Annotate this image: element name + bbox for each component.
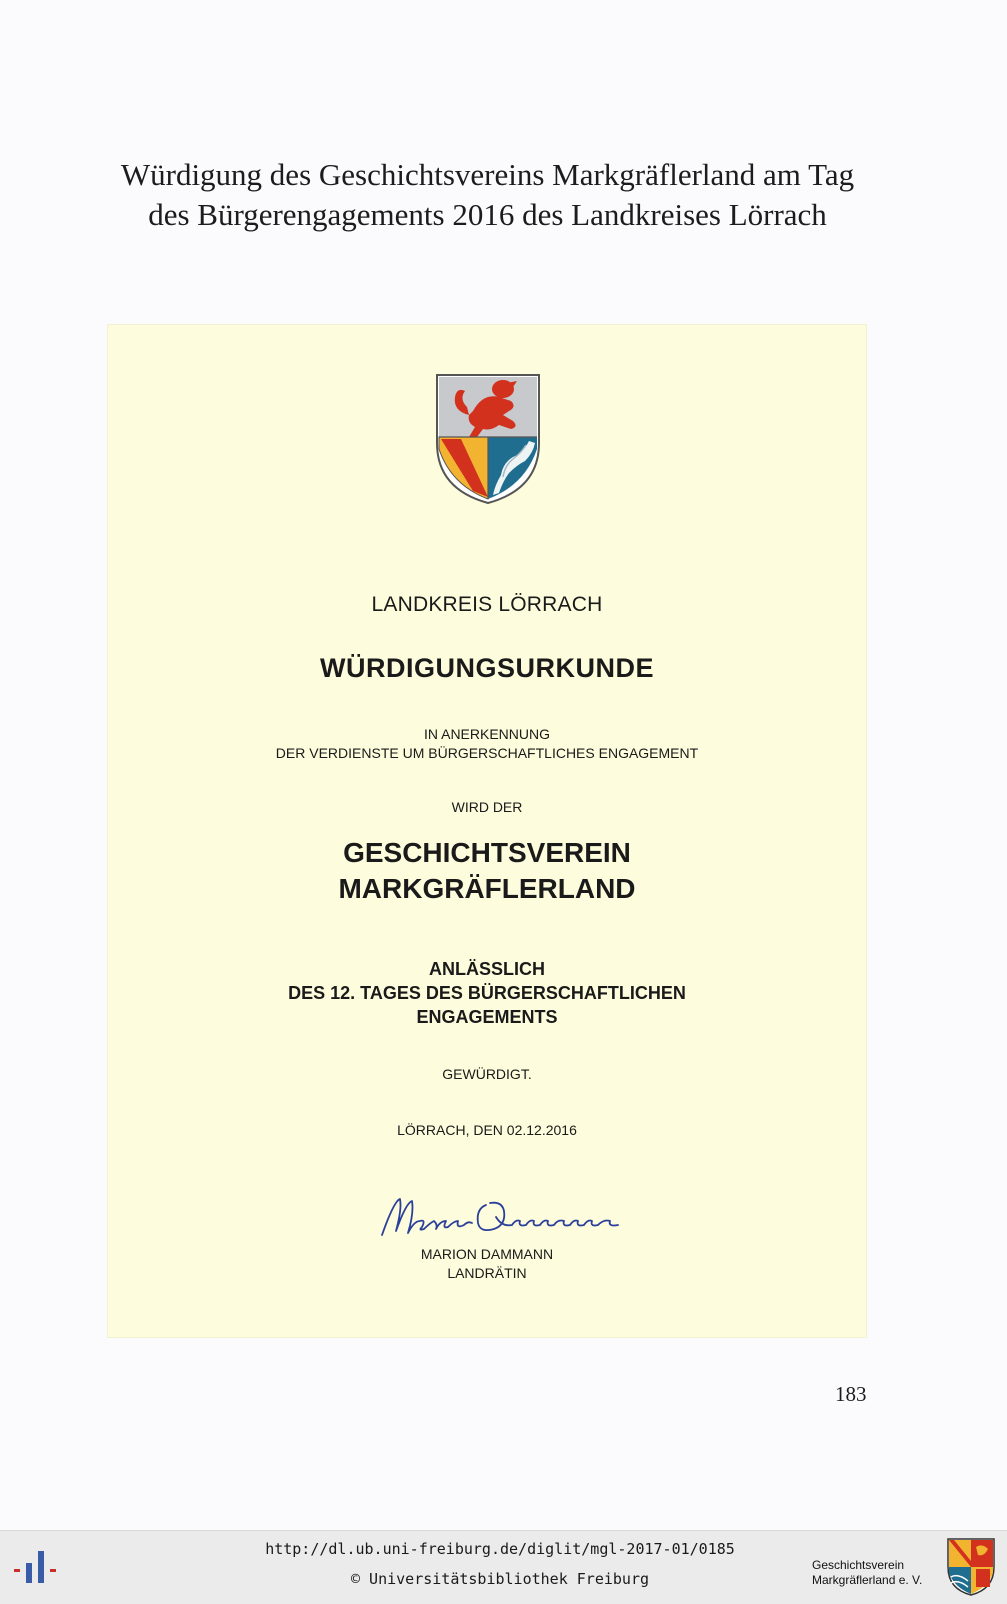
place-date: LÖRRACH, DEN 02.12.2016 [397, 1122, 577, 1138]
occasion-line-2: DES 12. TAGES DES BÜRGERSCHAFTLICHEN [288, 983, 686, 1003]
recognition-line-2: DER VERDIENSTE UM BÜRGERSCHAFTLICHES ENGAGEMENT [275, 745, 699, 761]
footer-copyright: © Universitätsbibliothek Freiburg [350, 1570, 649, 1588]
coat-of-arms-icon [433, 371, 543, 507]
certificate [108, 325, 866, 1337]
signature-icon [378, 1191, 638, 1241]
library-logo-icon [12, 1545, 64, 1589]
page-heading-line-2: des Bürgerengagements 2016 des Landkreises Lörrach [148, 197, 827, 232]
signer-block [108, 1245, 866, 1283]
certificate-title: WÜRDIGUNGSURKUNDE [320, 653, 654, 683]
recognition-line-1: IN ANERKENNUNG [423, 726, 551, 742]
page-number: 183 [835, 1382, 867, 1406]
footer-org-line-2: Markgräflerland e. V. [812, 1573, 923, 1587]
footer-org-line-1: Geschichtsverein [812, 1558, 905, 1572]
recognition-text [108, 725, 866, 763]
signer-role: LANDRÄTIN [447, 1265, 527, 1281]
footer-url-link[interactable]: http://dl.ub.uni-freiburg.de/diglit/mgl-2017-01/0185 [265, 1540, 735, 1558]
occasion-line-1: ANLÄSSLICH [429, 959, 545, 979]
footer-bar [0, 1530, 1007, 1604]
occasion-line-3: ENGAGEMENTS [416, 1007, 558, 1027]
recipient-line-2: MARKGRÄFLERLAND [338, 873, 636, 904]
gewuerdigt-text: GEWÜRDIGT. [442, 1066, 532, 1082]
certificate-issuer: LANDKREIS LÖRRACH [371, 593, 603, 616]
recipient-name [108, 835, 866, 907]
occasion-text [108, 957, 866, 1029]
wird-der-text: WIRD DER [451, 799, 523, 815]
signer-name: MARION DAMMANN [420, 1246, 554, 1262]
org-coat-of-arms-icon [946, 1537, 996, 1597]
recipient-line-1: GESCHICHTSVEREIN [343, 837, 631, 868]
footer-org-name [812, 1558, 922, 1588]
page-heading-line-1: Würdigung des Geschichtsvereins Markgräflerland am Tag [120, 157, 855, 192]
page-heading [60, 155, 915, 235]
